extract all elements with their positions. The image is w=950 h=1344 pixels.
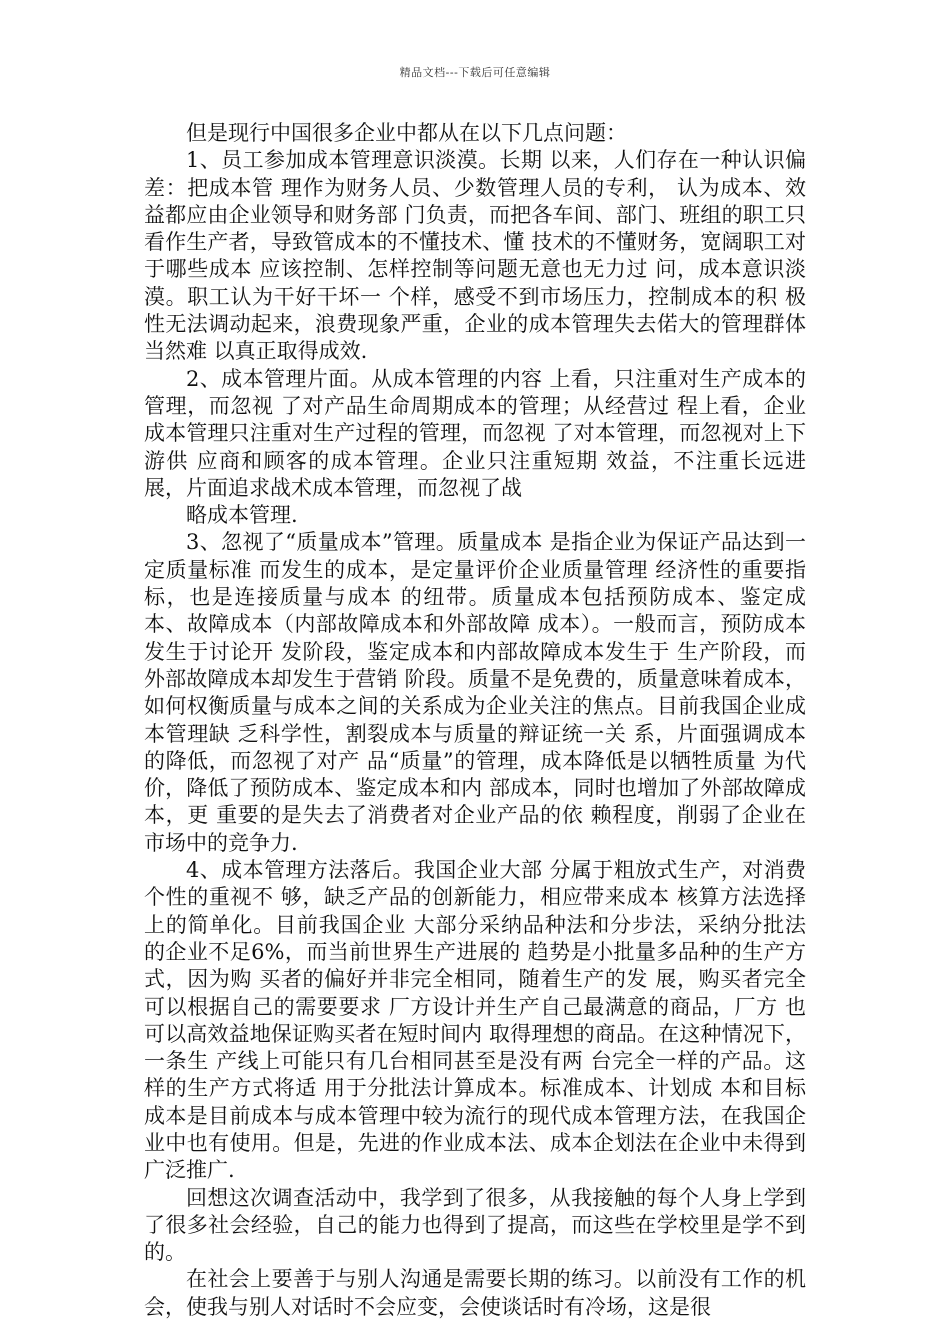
page-header: 精品文档---下载后可任意编辑 bbox=[399, 66, 551, 79]
communication-paragraph: 在社会上要善于与别人沟通是需要长期的练习。以前没有工作的机会，使我与别人对话时不会应变，会使谈话时有冷场，这是很 bbox=[144, 1267, 806, 1319]
point-1-paragraph: 1、员工参加成本管理意识淡漠。长期 以来，人们存在一种认识偏差：把成本管 理作为财务人员、少数管理人员的专利， 认为成本、效益都应由企业领导和财务部 门负责，而把各车间、部门、班组的职工只 看作生产者，导致管成本的不懂技术、懂 技术的不懂财务，宽阔职工对于哪些成本 应该控制、怎样控制等问题无意也无力过 问，成本意识淡漠。职工认为干好干坏一 个样，感受不到市场压力，控制成本的积 极性无法调动起来，浪费现象严重，企业的成本管理失去偌大的管理群体当然难 以真正取得成效. bbox=[144, 148, 806, 364]
point-2-paragraph: 2、成本管理片面。从成本管理的内容 上看，只注重对生产成本的管理，而忽视 了对产品生命周期成本的管理；从经营过 程上看，企业成本管理只注重对生产过程的管理，而忽视 了对本管理，而忽视对上下游供 应商和顾客的成本管理。企业只注重短期 效益，不注重长远进展，片面追求战术成本管理，而忽视了战 bbox=[144, 366, 806, 500]
point-3-paragraph: 3、忽视了“质量成本”管理。质量成本 是指企业为保证产品达到一定质量标准 而发生的成本，是定量评价企业质量管理 经济性的重要指标，也是连接质量与成本 的纽带。质量成本包括预防成本、鉴定成 本、故障成本（内部故障成本和外部故障 成本）。一般而言，预防成本发生于讨论开 发阶段，鉴定成本和内部故障成本发生于 生产阶段，而外部故障成本却发生于营销 阶段。质量不是免费的，质量意味着成本， 如何权衡质量与成本之间的关系成为企业关注的焦点。目前我国企业成本管理缺 乏科学性，割裂成本与质量的辩证统一关 系，片面强调成本的降低，而忽视了对产 品“质量”的管理，成本降低是以牺牲质量 为代价，降低了预防成本、鉴定成本和内 部成本，同时也增加了外部故障成本，更 重要的是失去了消费者对企业产品的依 赖程度，削弱了企业在市场中的竞争力. bbox=[144, 530, 806, 855]
point-2-continuation: 略成本管理. bbox=[186, 503, 298, 528]
intro-paragraph: 但是现行中国很多企业中都从在以下几点问题： bbox=[186, 121, 627, 145]
document-body bbox=[144, 120, 806, 1321]
point-4-paragraph: 4、成本管理方法落后。我国企业大部 分属于粗放式生产，对消费个性的重视不 够，缺乏产品的创新能力，相应带来成本 核算方法选择上的简单化。目前我国企业 大部分采纳品种法和分步法，采纳分批法 的企业不足6%，而当前世界生产进展的 趋势是小批量多品种的生产方式，因为购 买者的偏好并非完全相同，随着生产的发 展，购买者完全可以根据自己的需要要求 厂方设计并生产自己最满意的商品，厂方 也可以高效益地保证购买者在短时间内 取得理想的商品。在这种情况下，一条生 产线上可能只有几台相同甚至是没有两 台完全一样的产品。这样的生产方式将适 用于分批法计算成本。标准成本、计划成 本和目标成本是目前成本与成本管理中较为流行的现代成本管理方法，在我国企 业中也有使用。但是，先进的作业成本法、成本企划法在企业中未得到广泛推广. bbox=[144, 858, 806, 1183]
reflection-paragraph: 回想这次调查活动中，我学到了很多，从我接触的每个人身上学到了很多社会经验，自己的能力也得到了提高，而这些在学校里是学不到的。 bbox=[144, 1185, 806, 1265]
